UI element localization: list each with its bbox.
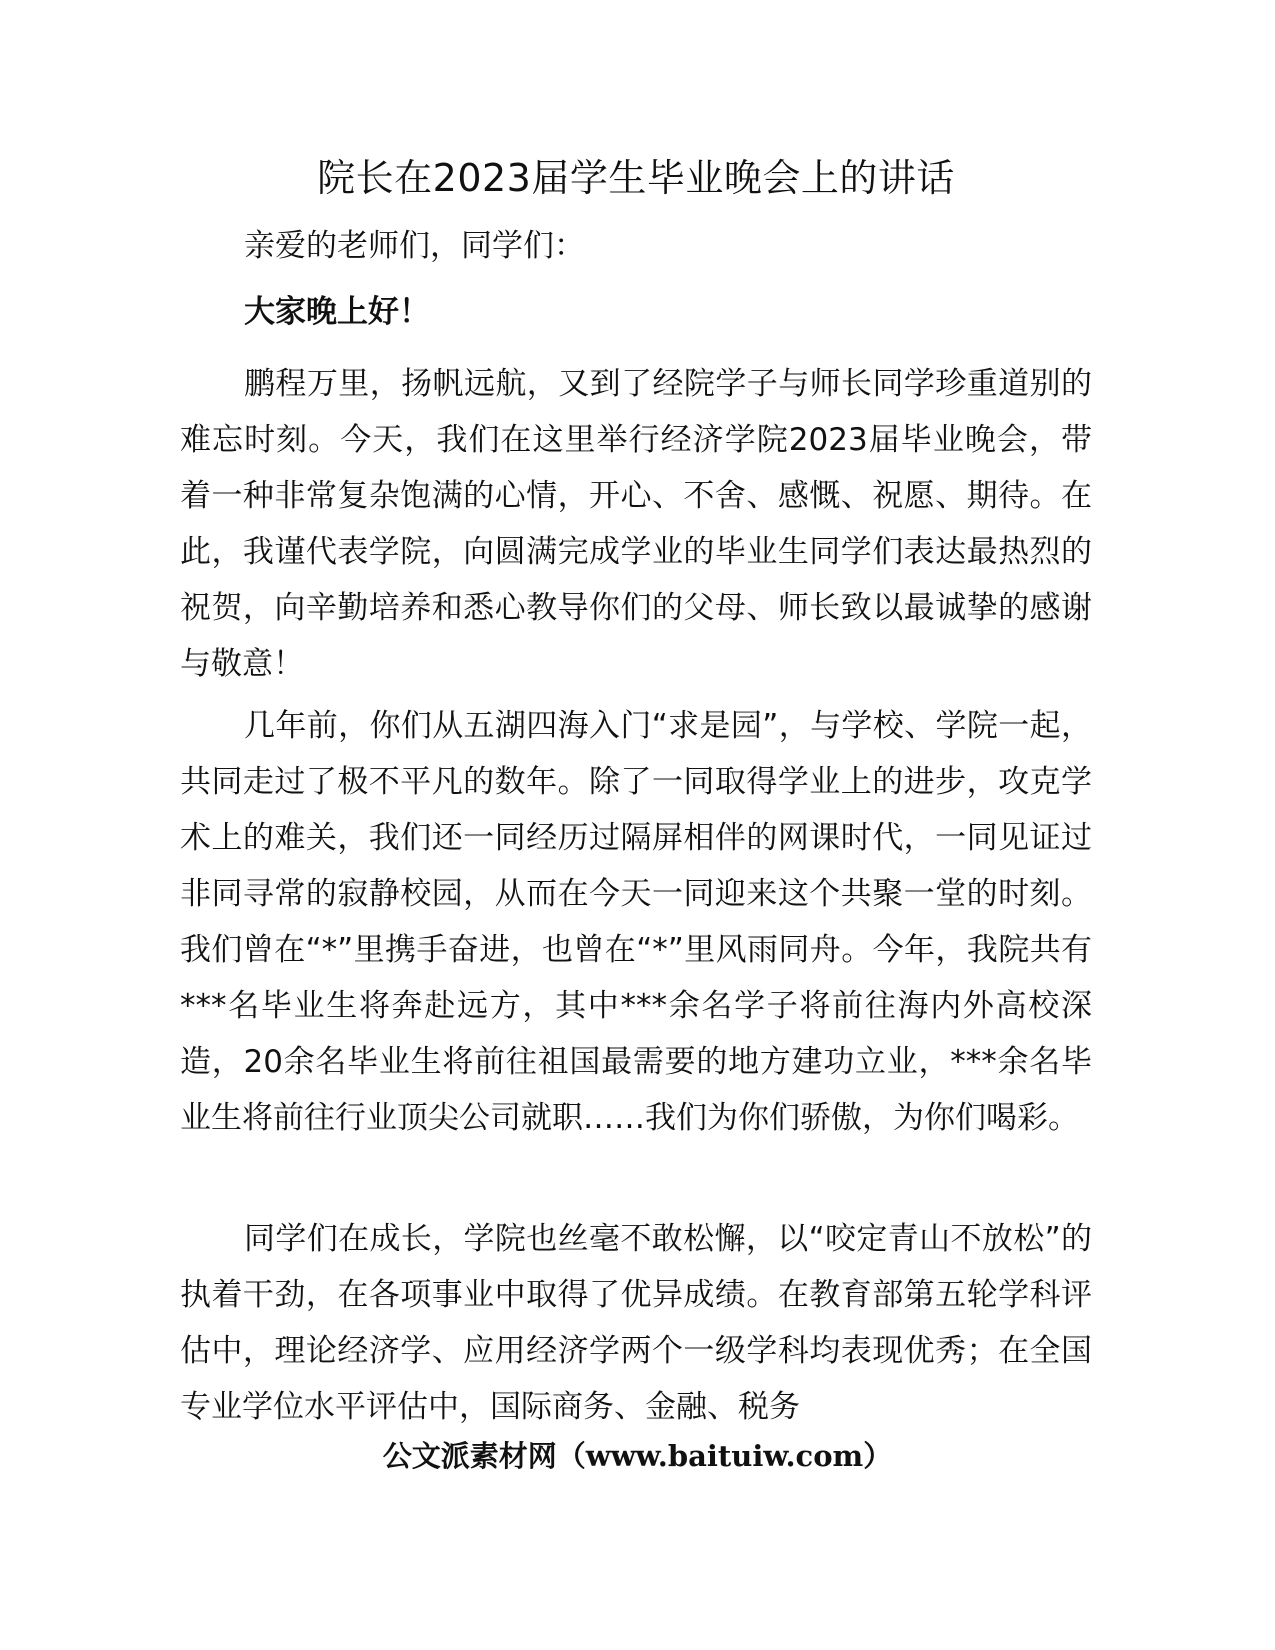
greeting: 大家晚上好！ [244,294,430,330]
footer-watermark: 公文派素材网（www.baituiw.com） [382,1439,893,1473]
document-title: 院长在2023届学生毕业晚会上的讲话 [317,156,955,200]
body-paragraph-3: 同学们在成长，学院也丝毫不敢松懈，以“咬定青山不放松”的执着干劲，在各项事业中取得了优异成绩。在教育部第五轮学科评估中，理论经济学、应用经济学两个一级学科均表现优秀；在全国专业学位水平评估中，国际商务、金融、税务 [180,1221,1092,1425]
salutation: 亲爱的老师们，同学们： [244,228,585,264]
body-paragraph-1: 鹏程万里，扬帆远航，又到了经院学子与师长同学珍重道别的难忘时刻。今天，我们在这里举行经济学院2023届毕业晚会，带着一种非常复杂饱满的心情，开心、不舍、感慨、祝愿、期待。在此，我谨代表学院，向圆满完成学业的毕业生同学们表达最热烈的祝贺，向辛勤培养和悉心教导你们的父母、师长致以最诚挚的感谢与敬意！ [180,366,1092,682]
body-paragraph-2: 几年前，你们从五湖四海入门“求是园”，与学校、学院一起，共同走过了极不平凡的数年。除了一同取得学业上的进步，攻克学术上的难关，我们还一同经历过隔屏相伴的网课时代，一同见证过非同寻常的寂静校园，从而在今天一同迎来这个共聚一堂的时刻。我们曾在“*”里携手奋进，也曾在“*”里风雨同舟。今年，我院共有***名毕业生将奔赴远方，其中***余名学子将前往海内外高校深造，20余名毕业生将前往祖国最需要的地方建功立业，***余名毕业生将前往行业顶尖公司就职……我们为你们骄傲，为你们喝彩。 [180,708,1092,1136]
